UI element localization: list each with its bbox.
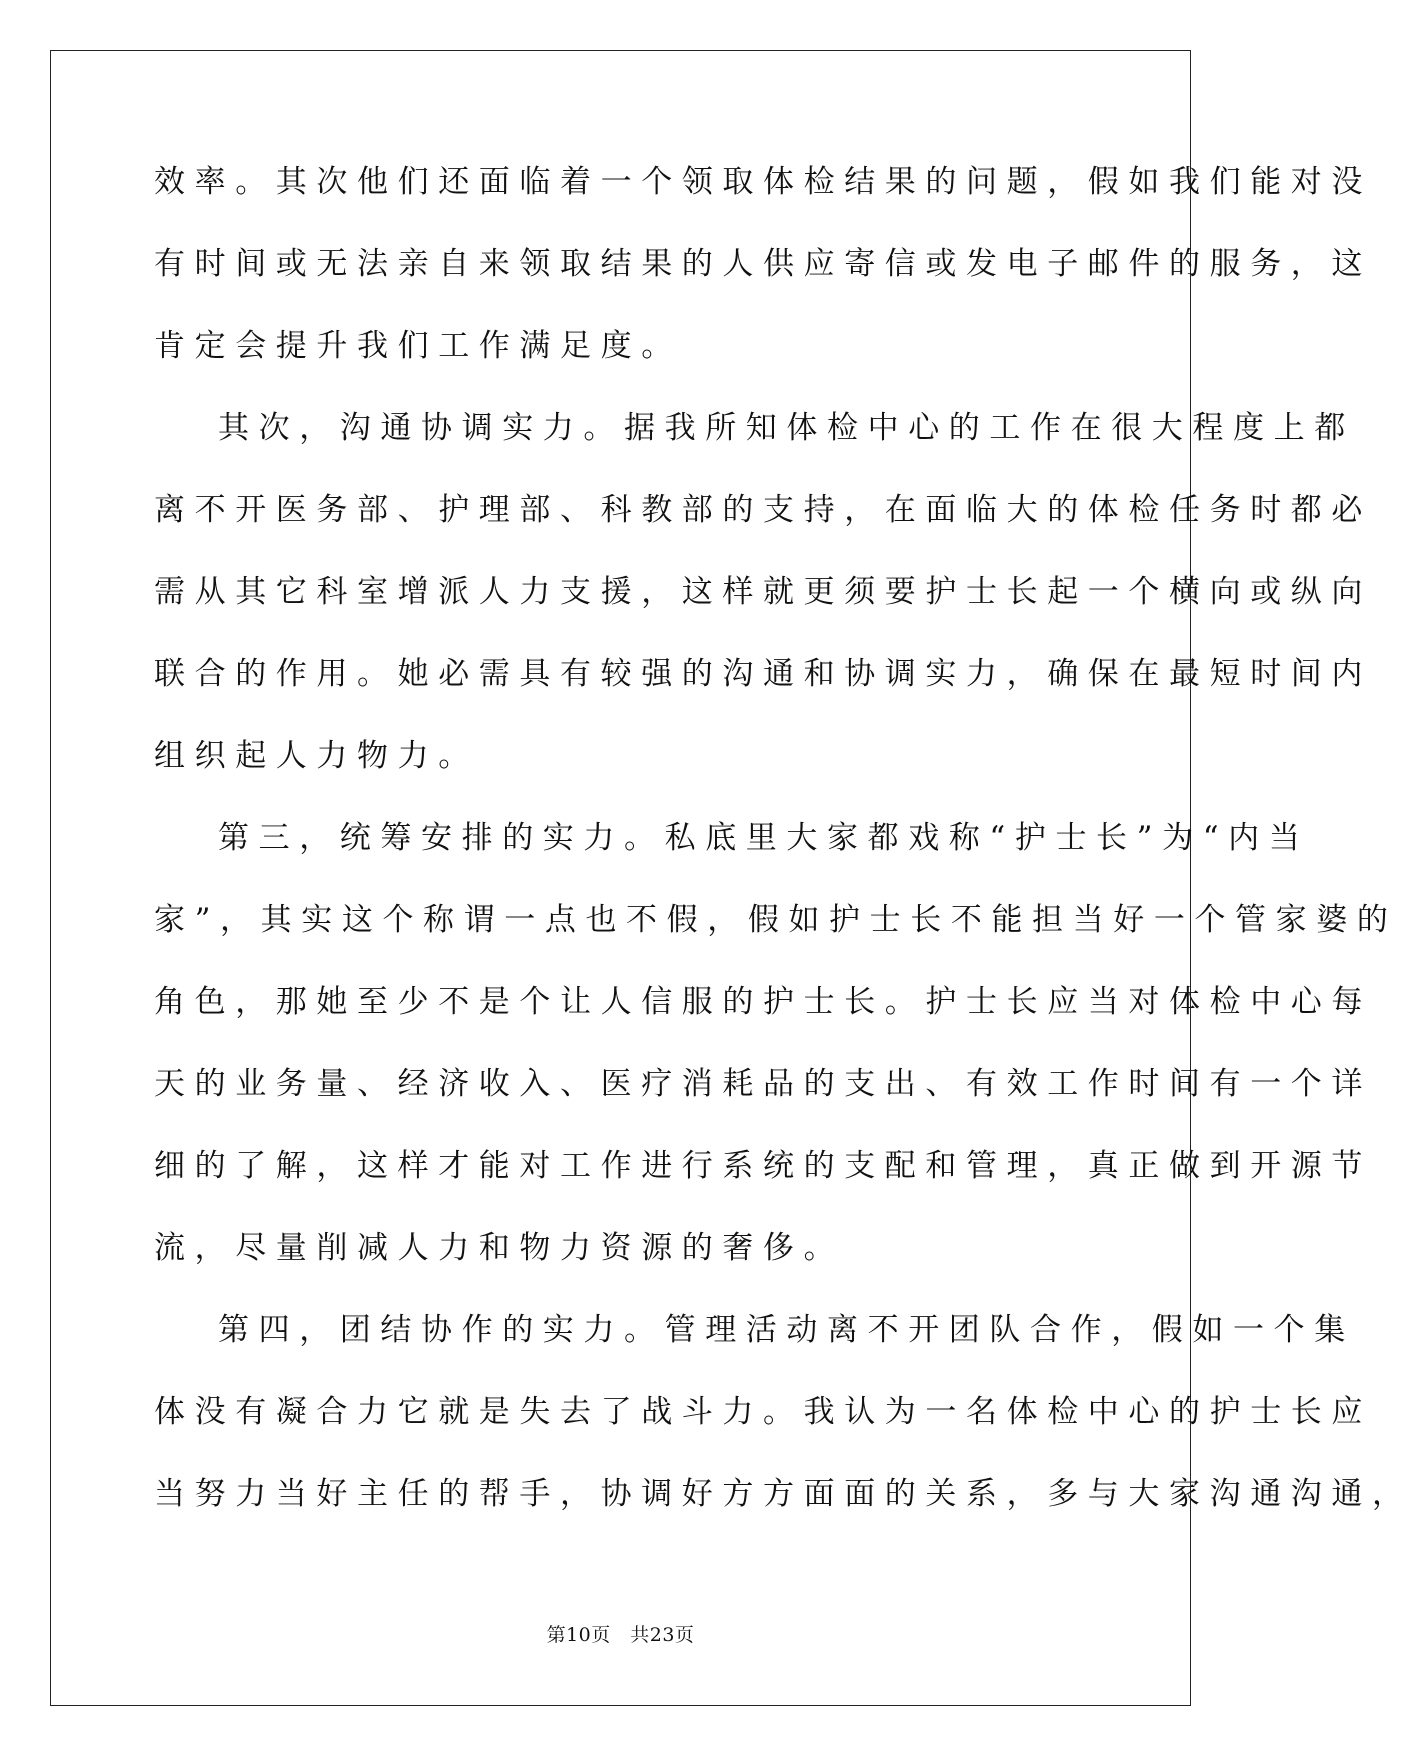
text-line: 细的了解，这样才能对工作进行系统的支配和管理，真正做到开源节 (154, 1148, 1372, 1184)
text-line: 需从其它科室增派人力支援，这样就更须要护士长起一个横向或纵向 (154, 574, 1372, 610)
text-line: 有时间或无法亲自来领取结果的人供应寄信或发电子邮件的服务，这 (154, 246, 1372, 282)
text-line: 离不开医务部、护理部、科教部的支持，在面临大的体检任务时都必 (154, 492, 1372, 528)
text-line: 效率。其次他们还面临着一个领取体检结果的问题，假如我们能对没 (154, 164, 1372, 200)
text-line: 联合的作用。她必需具有较强的沟通和协调实力，确保在最短时间内 (154, 656, 1372, 692)
text-line: 家”，其实这个称谓一点也不假，假如护士长不能担当好一个管家婆的 (154, 902, 1398, 938)
text-line: 流，尽量削减人力和物力资源的奢侈。 (154, 1230, 845, 1266)
text-line: 天的业务量、经济收入、医疗消耗品的支出、有效工作时间有一个详 (154, 1066, 1372, 1102)
text-line: 组织起人力物力。 (154, 738, 479, 774)
text-line: 肯定会提升我们工作满足度。 (154, 328, 682, 364)
paragraph-start-line: 其次，沟通协调实力。据我所知体检中心的工作在很大程度上都 (218, 410, 1355, 446)
page-number-footer: 第10页 共23页 (546, 1624, 695, 1646)
paragraph-start-line: 第三，统筹安排的实力。私底里大家都戏称“护士长”为“内当 (218, 820, 1310, 856)
text-line: 体没有凝合力它就是失去了战斗力。我认为一名体检中心的护士长应 (154, 1394, 1372, 1430)
document-body (154, 162, 1413, 1556)
text-line: 当努力当好主任的帮手，协调好方方面面的关系，多与大家沟通沟通， (154, 1476, 1413, 1512)
paragraph-start-line: 第四，团结协作的实力。管理活动离不开团队合作，假如一个集 (218, 1312, 1355, 1348)
text-line: 角色，那她至少不是个让人信服的护士长。护士长应当对体检中心每 (154, 984, 1372, 1020)
